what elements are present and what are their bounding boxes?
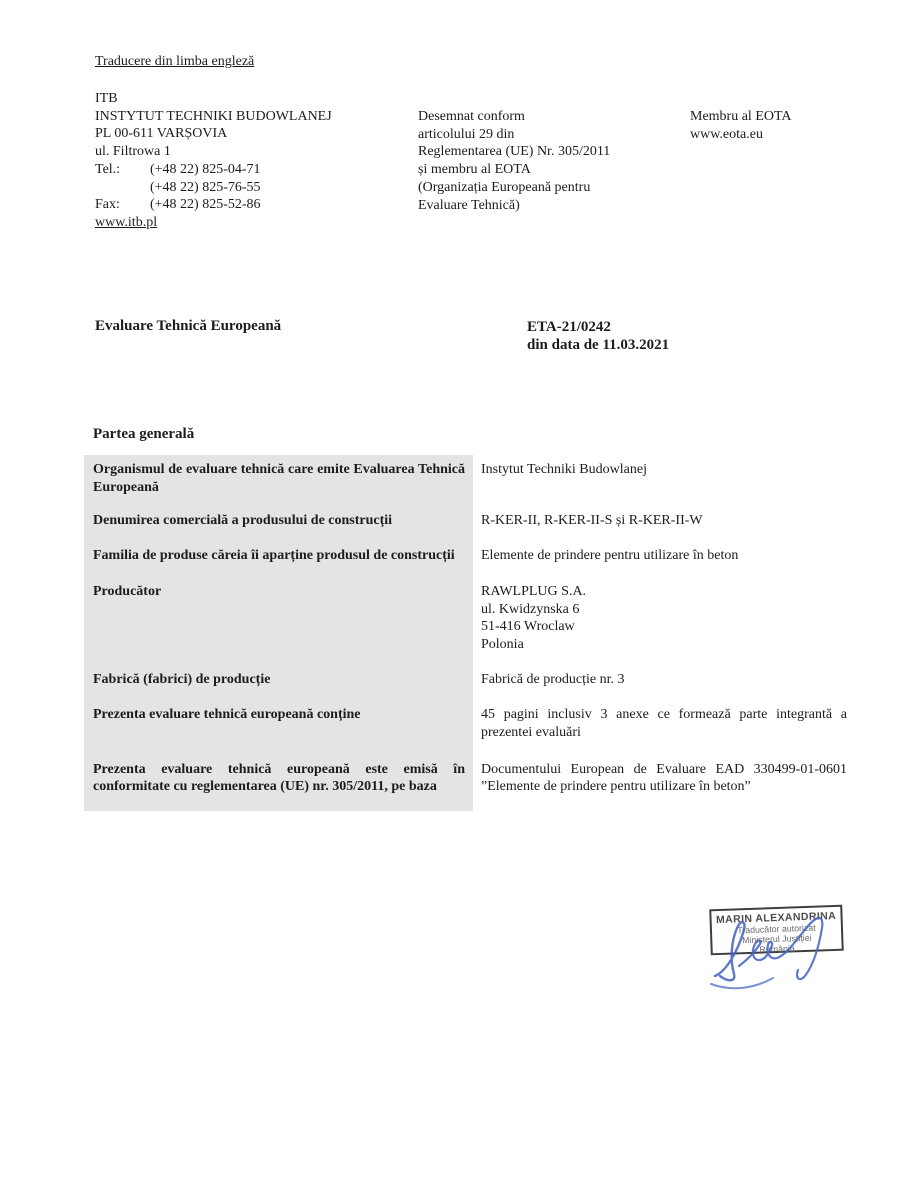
row-label: Producător [84, 583, 473, 671]
org-address-line2: ul. Filtrowa 1 [95, 144, 171, 160]
manufacturer-city: 51-416 Wroclaw [481, 619, 575, 635]
org-address-line1: PL 00-611 VARȘOVIA [95, 126, 228, 142]
table-row-contents [84, 706, 859, 760]
row-value: Documentului European de Evaluare EAD 330499-01-0601 ”Elemente de prindere pentru utilizare în beton” [481, 761, 847, 795]
table-row-legal-basis [84, 761, 859, 811]
stamp-translator-name: MARIN ALEXANDRINA [715, 909, 837, 927]
issuer-address-block [95, 90, 405, 232]
section-heading-general-part: Partea generală [93, 426, 195, 442]
row-value: Elemente de prindere pentru utilizare în beton [481, 548, 739, 564]
row-label: Familia de produse căreia îi aparține produsul de construcții [84, 547, 473, 583]
designation-line: articolului 29 din [418, 126, 515, 142]
document-title: Evaluare Tehnică Europeană [95, 318, 282, 334]
eota-membership-block [690, 108, 870, 143]
fax-row [95, 196, 405, 214]
designation-line: (Organizația Europeană pentru [418, 179, 591, 195]
org-name: INSTYTUT TECHNIKI BUDOWLANEJ [95, 108, 332, 124]
translator-stamp [703, 900, 858, 1005]
tel-number-1: (+48 22) 825-04-71 [150, 161, 261, 177]
fax-number: (+48 22) 825-52-86 [150, 197, 261, 213]
tel-label: Tel.: [95, 161, 121, 177]
signature-scribble [703, 914, 858, 1004]
row-value: Instytut Techniki Budowlanej [481, 462, 647, 477]
manufacturer-country: Polonia [481, 636, 524, 652]
row-value [473, 583, 847, 671]
org-abbr: ITB [95, 91, 118, 106]
designation-line: Reglementarea (UE) Nr. 305/2011 [418, 144, 611, 160]
tel-row-1 [95, 161, 405, 179]
fax-label: Fax: [95, 197, 120, 213]
eota-website-link: www.eota.eu [690, 126, 763, 142]
table-row-assessment-body [84, 455, 859, 512]
row-label: Denumirea comercială a produsului de construcții [84, 512, 473, 547]
designation-line: Evaluare Tehnică) [418, 197, 520, 213]
translation-note: Traducere din limba engleză [95, 54, 255, 69]
table-row-manufacturing-plant [84, 671, 859, 707]
eota-membership-line: Membru al EOTA [690, 109, 792, 124]
stamp-country: România [759, 943, 795, 955]
row-value: R-KER-II, R-KER-II-S și R-KER-II-W [481, 513, 703, 529]
tel-row-2 [95, 179, 405, 197]
manufacturer-name: RAWLPLUG S.A. [481, 583, 587, 599]
org-website-link: www.itb.pl [95, 214, 158, 230]
designation-block [418, 108, 678, 214]
table-row-product-family [84, 547, 859, 583]
stamp-authority: Ministerul Justiției [741, 932, 812, 946]
table-row-manufacturer [84, 583, 859, 671]
row-value: Fabrică de producție nr. 3 [481, 671, 625, 687]
eta-date: din data de 11.03.2021 [527, 337, 670, 353]
row-label: Organismul de evaluare tehnică care emite Evaluarea Tehnică Europeană [84, 455, 473, 512]
tel-number-2: (+48 22) 825-76-55 [150, 179, 261, 195]
row-label: Fabrică (fabrici) de producție [84, 671, 473, 707]
row-value: 45 pagini inclusiv 3 anexe ce formează parte integrantă a prezentei evaluări [481, 707, 847, 741]
designation-line: și membru al EOTA [418, 162, 531, 178]
eta-number: ETA-21/0242 [527, 319, 611, 335]
eta-reference-block [527, 318, 669, 354]
table-row-trade-name [84, 512, 859, 547]
stamp-role: Traducător autorizat [737, 922, 816, 936]
general-part-table [84, 455, 859, 811]
row-label: Prezenta evaluare tehnică europeană este emisă în conformitate cu reglementarea (UE) nr. 305/2011, pe baza [84, 761, 473, 811]
designation-line: Desemnat conform [418, 109, 525, 124]
row-label: Prezenta evaluare tehnică europeană conține [84, 706, 473, 760]
manufacturer-street: ul. Kwidzynska 6 [481, 601, 580, 617]
